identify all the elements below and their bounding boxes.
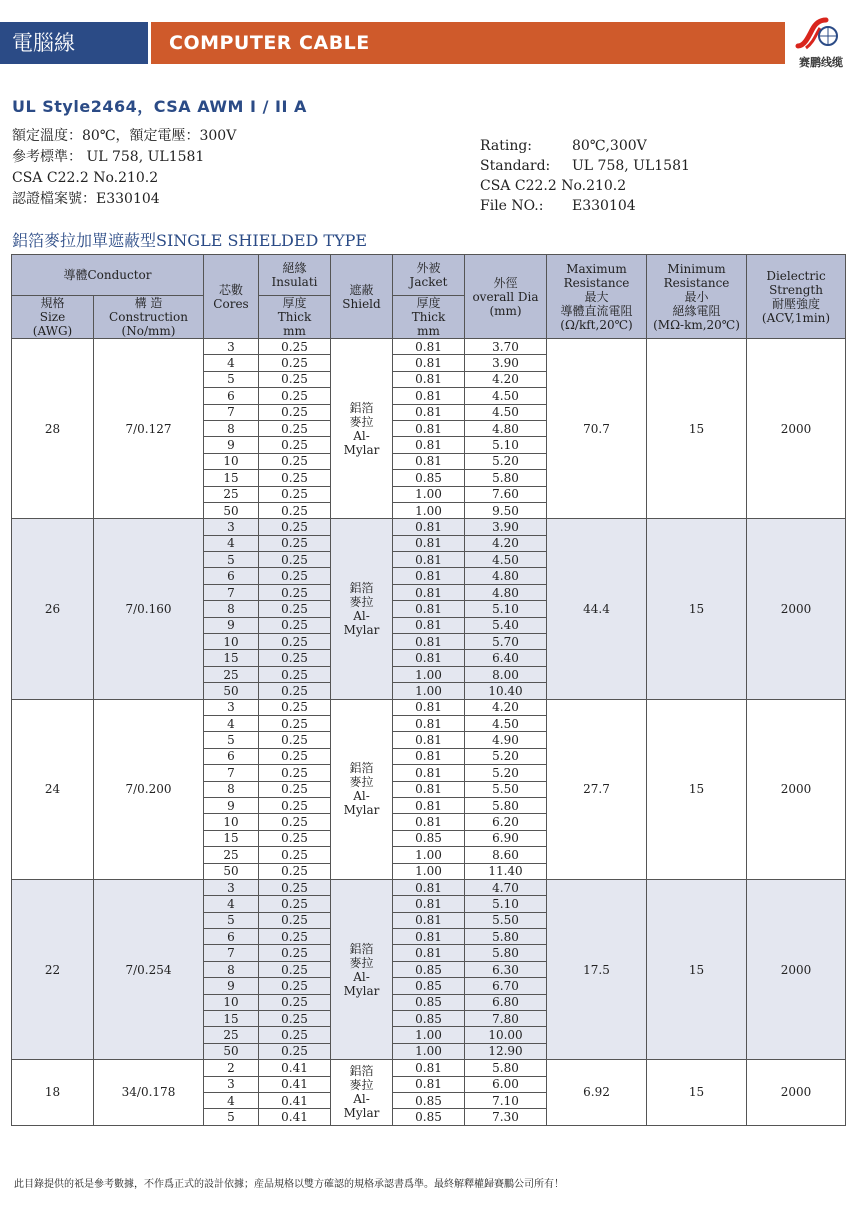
logo-mark-icon	[794, 16, 840, 52]
header-max-resistance: Maximum Resistance 最大 導體直流電阻 (Ω/kft,20℃)	[547, 255, 647, 339]
insulation-thick-cell: 0.25	[259, 666, 331, 682]
cores-cell: 4	[204, 535, 259, 551]
shield-text: Al-	[353, 969, 370, 984]
jacket-thick-cell: 0.81	[393, 1060, 465, 1076]
spec-line	[480, 156, 690, 176]
overall-dia-cell: 5.20	[465, 453, 547, 469]
shield-cell	[331, 699, 393, 879]
min-resistance-cell: 15	[647, 519, 747, 699]
spec-key: File NO.:	[480, 198, 544, 214]
cores-cell: 4	[204, 355, 259, 371]
insulation-thick-cell: 0.25	[259, 814, 331, 830]
insulation-thick-cell: 0.25	[259, 535, 331, 551]
insulation-thick-cell: 0.25	[259, 634, 331, 650]
shield-text: Al-	[353, 428, 370, 443]
jacket-thick-cell: 0.81	[393, 404, 465, 420]
shield-cell	[331, 339, 393, 519]
insulation-thick-cell: 0.25	[259, 502, 331, 518]
overall-dia-cell: 12.90	[465, 1043, 547, 1059]
min-resistance-cell: 15	[647, 879, 747, 1059]
cores-cell: 9	[204, 797, 259, 813]
construction-cell: 34/0.178	[94, 1060, 204, 1126]
cores-cell: 50	[204, 1043, 259, 1059]
insulation-thick-cell: 0.25	[259, 355, 331, 371]
overall-dia-cell: 3.90	[465, 519, 547, 535]
cores-cell: 8	[204, 420, 259, 436]
jacket-thick-cell: 0.81	[393, 453, 465, 469]
jacket-thick-cell: 0.81	[393, 535, 465, 551]
shield-text: 鋁箔	[349, 941, 374, 956]
shield-text: Mylar	[343, 1106, 380, 1121]
shield-cell	[331, 1060, 393, 1126]
cores-cell: 25	[204, 666, 259, 682]
insulation-thick-cell: 0.41	[259, 1060, 331, 1076]
cores-cell: 9	[204, 617, 259, 633]
jacket-thick-cell: 0.81	[393, 617, 465, 633]
insulation-thick-cell: 0.25	[259, 683, 331, 699]
shield-text: Mylar	[343, 983, 380, 998]
overall-dia-cell: 10.40	[465, 683, 547, 699]
overall-dia-cell: 4.80	[465, 420, 547, 436]
overall-dia-cell: 4.50	[465, 388, 547, 404]
insulation-thick-cell: 0.25	[259, 650, 331, 666]
insulation-thick-cell: 0.25	[259, 568, 331, 584]
cores-cell: 4	[204, 896, 259, 912]
jacket-thick-cell: 0.81	[393, 929, 465, 945]
overall-dia-cell: 5.20	[465, 748, 547, 764]
overall-dia-cell: 8.00	[465, 666, 547, 682]
overall-dia-cell: 6.30	[465, 961, 547, 977]
insulation-thick-cell: 0.41	[259, 1092, 331, 1108]
cores-cell: 15	[204, 1011, 259, 1027]
size-cell: 26	[12, 519, 94, 699]
cores-cell: 4	[204, 1092, 259, 1108]
insulation-thick-cell: 0.25	[259, 781, 331, 797]
jacket-thick-cell: 0.81	[393, 748, 465, 764]
insulation-thick-cell: 0.25	[259, 797, 331, 813]
overall-dia-cell: 6.70	[465, 978, 547, 994]
jacket-thick-cell: 0.81	[393, 420, 465, 436]
overall-dia-cell: 7.60	[465, 486, 547, 502]
header-min-resistance: Minimum Resistance 最小 絕緣電阻 (MΩ-km,20℃)	[647, 255, 747, 339]
size-cell: 28	[12, 339, 94, 519]
cores-cell: 3	[204, 339, 259, 355]
cores-cell: 8	[204, 601, 259, 617]
overall-dia-cell: 11.40	[465, 863, 547, 879]
dielectric-cell: 2000	[747, 339, 846, 519]
cores-cell: 7	[204, 945, 259, 961]
max-resistance-cell: 6.92	[547, 1060, 647, 1126]
jacket-thick-cell: 0.81	[393, 388, 465, 404]
jacket-thick-cell: 0.81	[393, 650, 465, 666]
shield-text: Mylar	[343, 622, 380, 637]
header-banner	[0, 22, 860, 64]
min-resistance-cell: 15	[647, 699, 747, 879]
cores-cell: 25	[204, 847, 259, 863]
cores-cell: 10	[204, 814, 259, 830]
spec-key: Standard:	[480, 158, 551, 174]
banner-english-title: COMPUTER CABLE	[151, 22, 785, 64]
jacket-thick-cell: 0.81	[393, 355, 465, 371]
overall-dia-cell: 6.40	[465, 650, 547, 666]
jacket-thick-cell: 1.00	[393, 1027, 465, 1043]
cores-cell: 8	[204, 781, 259, 797]
insulation-thick-cell: 0.25	[259, 1027, 331, 1043]
max-resistance-cell: 27.7	[547, 699, 647, 879]
overall-dia-cell: 6.20	[465, 814, 547, 830]
cores-cell: 3	[204, 699, 259, 715]
shield-text: 麥拉	[349, 955, 374, 970]
overall-dia-cell: 5.50	[465, 781, 547, 797]
spec-line: 參考標準： UL 758, UL1581	[12, 149, 205, 165]
jacket-thick-cell: 0.81	[393, 568, 465, 584]
overall-dia-cell: 6.80	[465, 994, 547, 1010]
cores-cell: 3	[204, 1076, 259, 1092]
jacket-thick-cell: 0.81	[393, 797, 465, 813]
jacket-thick-cell: 0.81	[393, 765, 465, 781]
shield-cell	[331, 519, 393, 699]
insulation-thick-cell: 0.25	[259, 617, 331, 633]
spec-line: CSA C22.2 No.210.2	[12, 170, 159, 186]
overall-dia-cell: 5.10	[465, 601, 547, 617]
cores-cell: 6	[204, 568, 259, 584]
cores-cell: 5	[204, 371, 259, 387]
jacket-thick-cell: 0.81	[393, 879, 465, 895]
table-row	[12, 1060, 846, 1076]
size-cell: 18	[12, 1060, 94, 1126]
overall-dia-cell: 4.20	[465, 699, 547, 715]
overall-dia-cell: 5.80	[465, 945, 547, 961]
jacket-thick-cell: 1.00	[393, 863, 465, 879]
insulation-thick-cell: 0.25	[259, 732, 331, 748]
insulation-thick-cell: 0.25	[259, 420, 331, 436]
header-jacket-thick: 厚度 Thick mm	[393, 296, 465, 339]
dielectric-cell: 2000	[747, 1060, 846, 1126]
cores-cell: 9	[204, 437, 259, 453]
cores-cell: 10	[204, 634, 259, 650]
overall-dia-cell: 4.20	[465, 371, 547, 387]
max-resistance-cell: 17.5	[547, 879, 647, 1059]
shield-text: 鋁箔	[349, 1064, 374, 1079]
jacket-thick-cell: 0.81	[393, 715, 465, 731]
cores-cell: 2	[204, 1060, 259, 1076]
ul-style-title: UL Style2464，CSA AWM I / II A	[12, 97, 307, 116]
cores-cell: 5	[204, 732, 259, 748]
jacket-thick-cell: 0.81	[393, 371, 465, 387]
shield-text: Al-	[353, 789, 370, 804]
overall-dia-cell: 3.70	[465, 339, 547, 355]
shield-text: Mylar	[343, 803, 380, 818]
insulation-thick-cell: 0.25	[259, 945, 331, 961]
table-body	[12, 339, 846, 1126]
cores-cell: 25	[204, 1027, 259, 1043]
overall-dia-cell: 5.80	[465, 797, 547, 813]
insulation-thick-cell: 0.25	[259, 699, 331, 715]
header-construction: 構 造 Construction (No/mm)	[94, 296, 204, 339]
jacket-thick-cell: 0.81	[393, 781, 465, 797]
cores-cell: 15	[204, 470, 259, 486]
jacket-thick-cell: 0.81	[393, 814, 465, 830]
overall-dia-cell: 6.00	[465, 1076, 547, 1092]
header-overall-dia: 外徑 overall Dia (mm)	[465, 255, 547, 339]
insulation-thick-cell: 0.25	[259, 437, 331, 453]
insulation-thick-cell: 0.25	[259, 830, 331, 846]
insulation-thick-cell: 0.25	[259, 863, 331, 879]
logo-text: 赛鹏线缆	[799, 56, 843, 69]
size-cell: 22	[12, 879, 94, 1059]
overall-dia-cell: 5.80	[465, 470, 547, 486]
spec-line: 認證檔案號：E330104	[12, 191, 160, 207]
max-resistance-cell: 44.4	[547, 519, 647, 699]
jacket-thick-cell: 1.00	[393, 666, 465, 682]
overall-dia-cell: 8.60	[465, 847, 547, 863]
cores-cell: 25	[204, 486, 259, 502]
jacket-thick-cell: 0.85	[393, 1109, 465, 1125]
header-insulation-thick: 厚度 Thick mm	[259, 296, 331, 339]
shield-cell	[331, 879, 393, 1059]
jacket-thick-cell: 0.85	[393, 961, 465, 977]
header-shield: 遮蔽 Shield	[331, 255, 393, 339]
insulation-thick-cell: 0.25	[259, 552, 331, 568]
overall-dia-cell: 7.10	[465, 1092, 547, 1108]
spec-value: UL 758, UL1581	[572, 158, 690, 174]
cores-cell: 7	[204, 584, 259, 600]
shield-text: Mylar	[343, 442, 380, 457]
dielectric-cell: 2000	[747, 519, 846, 699]
jacket-thick-cell: 0.81	[393, 519, 465, 535]
table-row	[12, 339, 846, 355]
insulation-thick-cell: 0.25	[259, 453, 331, 469]
shield-text: 麥拉	[349, 414, 374, 429]
spec-line: 額定溫度：80℃，額定電壓：300V	[12, 128, 237, 144]
overall-dia-cell: 5.50	[465, 912, 547, 928]
shield-text: 鋁箔	[349, 400, 374, 415]
spec-value: E330104	[572, 198, 636, 214]
cores-cell: 8	[204, 961, 259, 977]
overall-dia-cell: 5.80	[465, 1060, 547, 1076]
jacket-thick-cell: 0.81	[393, 634, 465, 650]
cores-cell: 50	[204, 863, 259, 879]
insulation-thick-cell: 0.25	[259, 961, 331, 977]
jacket-thick-cell: 0.81	[393, 699, 465, 715]
jacket-thick-cell: 1.00	[393, 486, 465, 502]
table-row	[12, 699, 846, 715]
overall-dia-cell: 4.50	[465, 552, 547, 568]
cable-spec-table	[11, 254, 846, 1126]
spec-key: CSA C22.2 No.210.2	[480, 178, 627, 194]
overall-dia-cell: 4.20	[465, 535, 547, 551]
jacket-thick-cell: 0.81	[393, 437, 465, 453]
construction-cell: 7/0.160	[94, 519, 204, 699]
min-resistance-cell: 15	[647, 1060, 747, 1126]
jacket-thick-cell: 0.81	[393, 339, 465, 355]
shield-text: 麥拉	[349, 775, 374, 790]
overall-dia-cell: 5.20	[465, 765, 547, 781]
cores-cell: 6	[204, 929, 259, 945]
overall-dia-cell: 6.90	[465, 830, 547, 846]
cores-cell: 50	[204, 502, 259, 518]
insulation-thick-cell: 0.41	[259, 1109, 331, 1125]
insulation-thick-cell: 0.25	[259, 470, 331, 486]
min-resistance-cell: 15	[647, 339, 747, 519]
jacket-thick-cell: 0.85	[393, 830, 465, 846]
construction-cell: 7/0.254	[94, 879, 204, 1059]
insulation-thick-cell: 0.25	[259, 912, 331, 928]
table-row	[12, 519, 846, 535]
jacket-thick-cell: 0.81	[393, 912, 465, 928]
insulation-thick-cell: 0.25	[259, 765, 331, 781]
jacket-thick-cell: 0.85	[393, 994, 465, 1010]
insulation-thick-cell: 0.25	[259, 1043, 331, 1059]
cores-cell: 5	[204, 912, 259, 928]
overall-dia-cell: 4.90	[465, 732, 547, 748]
construction-cell: 7/0.127	[94, 339, 204, 519]
header-size: 規格 Size (AWG)	[12, 296, 94, 339]
overall-dia-cell: 4.70	[465, 879, 547, 895]
insulation-thick-cell: 0.25	[259, 388, 331, 404]
cores-cell: 10	[204, 453, 259, 469]
overall-dia-cell: 7.30	[465, 1109, 547, 1125]
overall-dia-cell: 5.10	[465, 437, 547, 453]
shield-text: 鋁箔	[349, 761, 374, 776]
cores-cell: 7	[204, 404, 259, 420]
overall-dia-cell: 4.50	[465, 404, 547, 420]
shield-type-title: 鋁箔麥拉加單遮蔽型SINGLE SHIELDED TYPE	[12, 231, 368, 250]
header-conductor: 導體Conductor	[12, 255, 204, 296]
max-resistance-cell: 70.7	[547, 339, 647, 519]
overall-dia-cell: 10.00	[465, 1027, 547, 1043]
overall-dia-cell: 3.90	[465, 355, 547, 371]
specs-chinese	[12, 126, 236, 210]
table-row	[12, 879, 846, 895]
cores-cell: 5	[204, 552, 259, 568]
insulation-thick-cell: 0.25	[259, 715, 331, 731]
spec-value: 80℃,300V	[572, 138, 647, 154]
construction-cell: 7/0.200	[94, 699, 204, 879]
overall-dia-cell: 4.50	[465, 715, 547, 731]
insulation-thick-cell: 0.25	[259, 584, 331, 600]
jacket-thick-cell: 1.00	[393, 847, 465, 863]
dielectric-cell: 2000	[747, 699, 846, 879]
jacket-thick-cell: 0.81	[393, 584, 465, 600]
jacket-thick-cell: 0.81	[393, 552, 465, 568]
jacket-thick-cell: 0.85	[393, 470, 465, 486]
jacket-thick-cell: 0.85	[393, 1092, 465, 1108]
shield-text: 麥拉	[349, 594, 374, 609]
jacket-thick-cell: 0.85	[393, 1011, 465, 1027]
overall-dia-cell: 5.40	[465, 617, 547, 633]
footer-disclaimer: 此目錄提供的祇是參考數據，不作爲正式的設計依據；産品規格以雙方確認的規格承認書爲準。最終解釋權歸賽鵬公司所有！	[14, 1179, 564, 1190]
jacket-thick-cell: 0.81	[393, 945, 465, 961]
cores-cell: 9	[204, 978, 259, 994]
jacket-thick-cell: 0.81	[393, 601, 465, 617]
insulation-thick-cell: 0.25	[259, 929, 331, 945]
overall-dia-cell: 9.50	[465, 502, 547, 518]
spec-line	[480, 136, 690, 156]
overall-dia-cell: 5.80	[465, 929, 547, 945]
overall-dia-cell: 4.80	[465, 568, 547, 584]
jacket-thick-cell: 0.81	[393, 896, 465, 912]
shield-text: Al-	[353, 608, 370, 623]
overall-dia-cell: 4.80	[465, 584, 547, 600]
jacket-thick-cell: 0.85	[393, 978, 465, 994]
dielectric-cell: 2000	[747, 879, 846, 1059]
cores-cell: 15	[204, 830, 259, 846]
insulation-thick-cell: 0.25	[259, 519, 331, 535]
insulation-thick-cell: 0.25	[259, 896, 331, 912]
shield-text: Al-	[353, 1092, 370, 1107]
specs-english	[480, 136, 690, 216]
cores-cell: 4	[204, 715, 259, 731]
company-logo	[790, 14, 852, 70]
cores-cell: 3	[204, 519, 259, 535]
insulation-thick-cell: 0.25	[259, 339, 331, 355]
header-jacket: 外被 Jacket	[393, 255, 465, 296]
cores-cell: 6	[204, 388, 259, 404]
header-dielectric: Dielectric Strength 耐壓強度 (ACV,1min)	[747, 255, 846, 339]
cores-cell: 3	[204, 879, 259, 895]
overall-dia-cell: 7.80	[465, 1011, 547, 1027]
insulation-thick-cell: 0.41	[259, 1076, 331, 1092]
insulation-thick-cell: 0.25	[259, 847, 331, 863]
cores-cell: 6	[204, 748, 259, 764]
insulation-thick-cell: 0.25	[259, 994, 331, 1010]
insulation-thick-cell: 0.25	[259, 748, 331, 764]
insulation-thick-cell: 0.25	[259, 371, 331, 387]
jacket-thick-cell: 0.81	[393, 732, 465, 748]
header-cores: 芯數 Cores	[204, 255, 259, 339]
spec-line	[480, 196, 690, 216]
cores-cell: 10	[204, 994, 259, 1010]
cores-cell: 7	[204, 765, 259, 781]
jacket-thick-cell: 1.00	[393, 683, 465, 699]
cores-cell: 50	[204, 683, 259, 699]
header-insulation: 絕緣 Insulati	[259, 255, 331, 296]
insulation-thick-cell: 0.25	[259, 879, 331, 895]
insulation-thick-cell: 0.25	[259, 404, 331, 420]
shield-text: 鋁箔	[349, 580, 374, 595]
size-cell: 24	[12, 699, 94, 879]
insulation-thick-cell: 0.25	[259, 1011, 331, 1027]
jacket-thick-cell: 1.00	[393, 502, 465, 518]
spec-line	[480, 176, 690, 196]
insulation-thick-cell: 0.25	[259, 486, 331, 502]
overall-dia-cell: 5.70	[465, 634, 547, 650]
cores-cell: 15	[204, 650, 259, 666]
insulation-thick-cell: 0.25	[259, 601, 331, 617]
cores-cell: 5	[204, 1109, 259, 1125]
spec-key: Rating:	[480, 138, 533, 154]
shield-text: 麥拉	[349, 1078, 374, 1093]
banner-chinese-title: 電腦線	[0, 22, 148, 64]
overall-dia-cell: 5.10	[465, 896, 547, 912]
insulation-thick-cell: 0.25	[259, 978, 331, 994]
jacket-thick-cell: 1.00	[393, 1043, 465, 1059]
jacket-thick-cell: 0.81	[393, 1076, 465, 1092]
